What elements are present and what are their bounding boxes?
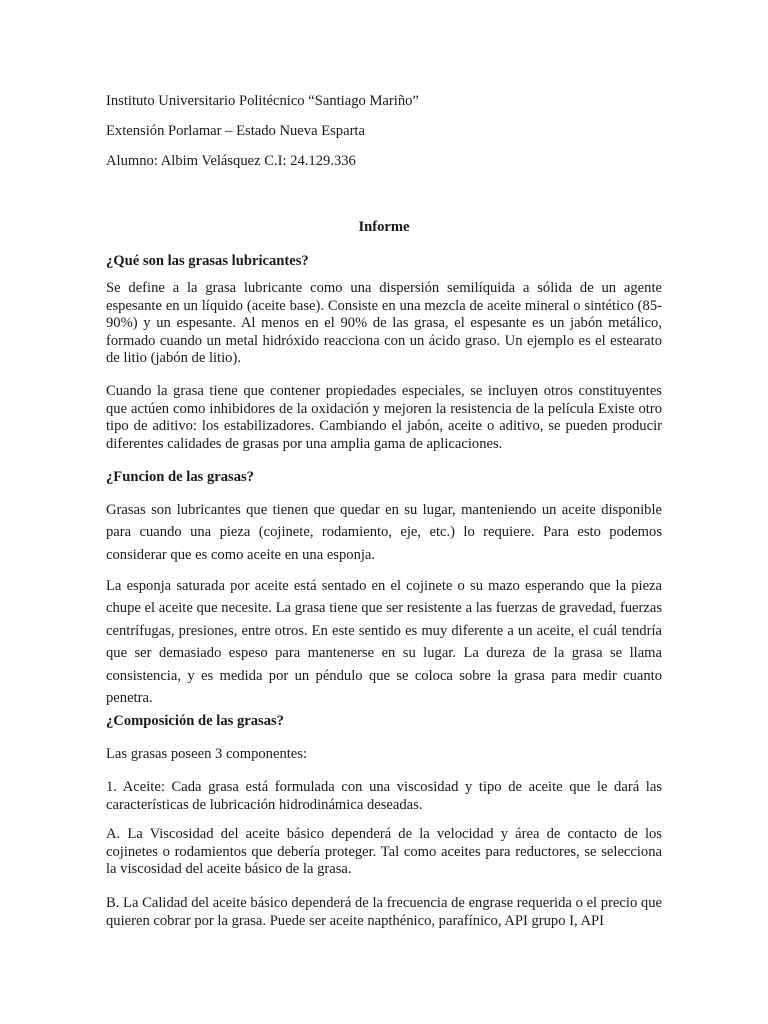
paragraph-oil: 1. Aceite: Cada grasa está formulada con una viscosidad y tipo de aceite que le dará las características de lubricación hidrodinámica deseadas. <box>106 779 662 813</box>
document-title: Informe <box>358 219 410 235</box>
paragraph-special-properties: Cuando la grasa tiene que contener propiedades especiales, se incluyen otros constituyentes que actúen como inhibidores de la oxidación y mejoren la resistencia de la película Existe otro tipo de aditivo: los estabilizadores. Cambiando el jabón, aceite o aditivo, se pueden producir diferentes calidades de grasas por una amplia gama de aplicaciones. <box>106 383 662 452</box>
extension-line: Extensión Porlamar – Estado Nueva Esparta <box>106 123 365 139</box>
paragraph-definition: Se define a la grasa lubricante como una dispersión semilíquida a sólida de un agente espesante en un líquido (aceite base). Consiste en una mezcla de aceite mineral o sintético (85-90%) y un espesante. Al menos en el 90% de las grasa, el espesante es un jabón metálico, formado cuando un metal hidróxido reacciona con un ácido graso. Un ejemplo es el estearato de litio (jabón de litio). <box>106 280 662 367</box>
section-heading-composition: ¿Composición de las grasas? <box>106 713 284 729</box>
paragraph-sponge: La esponja saturada por aceite está sentado en el cojinete o su mazo esperando que la pieza chupe el aceite que necesite. La grasa tiene que ser resistente a las fuerzas de gravedad, fuerzas centrífugas, presiones, entre otros. En este sentido es muy diferente a un aceite, el cuál tendría que ser demasiado espeso para mantenerse en su lugar. La dureza de la grasa se llama consistencia, y es medida por un péndulo que se coloca sobre la grasa para medir cuanto penetra. <box>106 578 662 707</box>
paragraph-function: Grasas son lubricantes que tienen que quedar en su lugar, manteniendo un aceite disponible para cuando una pieza (cojinete, rodamiento, eje, etc.) lo requiere. Para esto podemos considerar que es como aceite en una esponja. <box>106 502 662 563</box>
institute-line: Instituto Universitario Politécnico “Santiago Mariño” <box>106 93 419 109</box>
paragraph-quality: B. La Calidad del aceite básico dependerá de la frecuencia de engrase requerida o el precio que quieren cobrar por la grasa. Puede ser aceite napthénico, parafínico, API grupo I, API <box>106 895 662 929</box>
paragraph-viscosity: A. La Viscosidad del aceite básico dependerá de la velocidad y área de contacto de los cojinetes o rodamientos que debería proteger. Tal como aceites para reductores, se selecciona la viscosidad del aceite básico de la grasa. <box>106 826 662 878</box>
section-heading-function: ¿Funcion de las grasas? <box>106 469 254 485</box>
section-heading-what-are-greases: ¿Qué son las grasas lubricantes? <box>106 253 309 269</box>
student-line: Alumno: Albim Velásquez C.I: 24.129.336 <box>106 153 356 169</box>
paragraph-components-intro: Las grasas poseen 3 componentes: <box>106 746 308 762</box>
